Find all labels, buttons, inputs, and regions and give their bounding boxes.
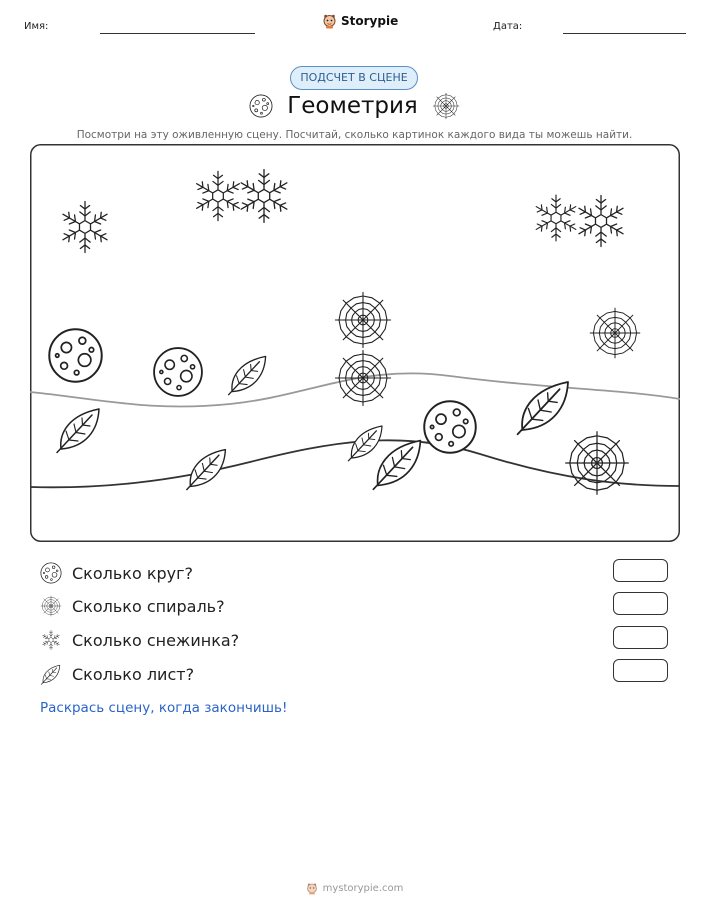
question-text: Сколько спираль? <box>72 596 225 616</box>
question-leaf <box>40 663 194 685</box>
question-text: Сколько круг? <box>72 563 194 583</box>
moon-circle-icon <box>249 94 273 118</box>
color-instruction: Раскрась сцену, когда закончишь! <box>40 700 288 716</box>
section-badge: ПОДСЧЕТ В СЦЕНЕ <box>290 66 418 90</box>
brand-logo <box>322 12 398 29</box>
brand-name: Storypie <box>341 13 399 28</box>
answer-box-snowflake[interactable] <box>613 626 668 649</box>
question-circle <box>40 562 193 584</box>
spiderweb-icon <box>590 308 640 358</box>
storypie-mascot-icon <box>306 881 318 895</box>
question-text: Сколько снежинка? <box>72 630 240 650</box>
question-text: Сколько лист? <box>72 664 195 684</box>
moon-circle-icon <box>49 329 101 381</box>
moon-circle-icon <box>40 562 62 584</box>
date-label: Дата: <box>493 21 523 32</box>
page-title: Геометрия <box>287 93 418 119</box>
name-field[interactable] <box>100 33 255 34</box>
answer-box-spiral[interactable] <box>613 592 668 615</box>
storypie-mascot-icon <box>322 12 337 29</box>
snowflake-icon <box>40 629 62 651</box>
spiderweb-icon <box>335 350 390 405</box>
footer <box>0 881 709 895</box>
moon-circle-icon <box>424 401 476 453</box>
footer-url[interactable]: mystorypie.com <box>322 882 404 894</box>
name-label: Имя: <box>24 21 49 32</box>
instructions: Посмотри на эту оживленную сцену. Посчитай, сколько картинок каждого вида ты можешь найти. <box>76 129 633 141</box>
question-snowflake <box>40 629 239 651</box>
spiderweb-icon <box>40 595 62 617</box>
answer-box-circle[interactable] <box>613 559 668 582</box>
leaf-icon <box>40 663 62 685</box>
question-spiral <box>40 595 225 617</box>
moon-circle-icon <box>154 348 202 396</box>
spiderweb-icon <box>335 292 390 347</box>
spiderweb-icon <box>432 92 460 120</box>
date-field[interactable] <box>563 33 686 34</box>
spiderweb-icon <box>566 432 629 495</box>
answer-box-leaf[interactable] <box>613 659 668 682</box>
title-row <box>0 92 709 120</box>
counting-scene <box>30 144 680 542</box>
